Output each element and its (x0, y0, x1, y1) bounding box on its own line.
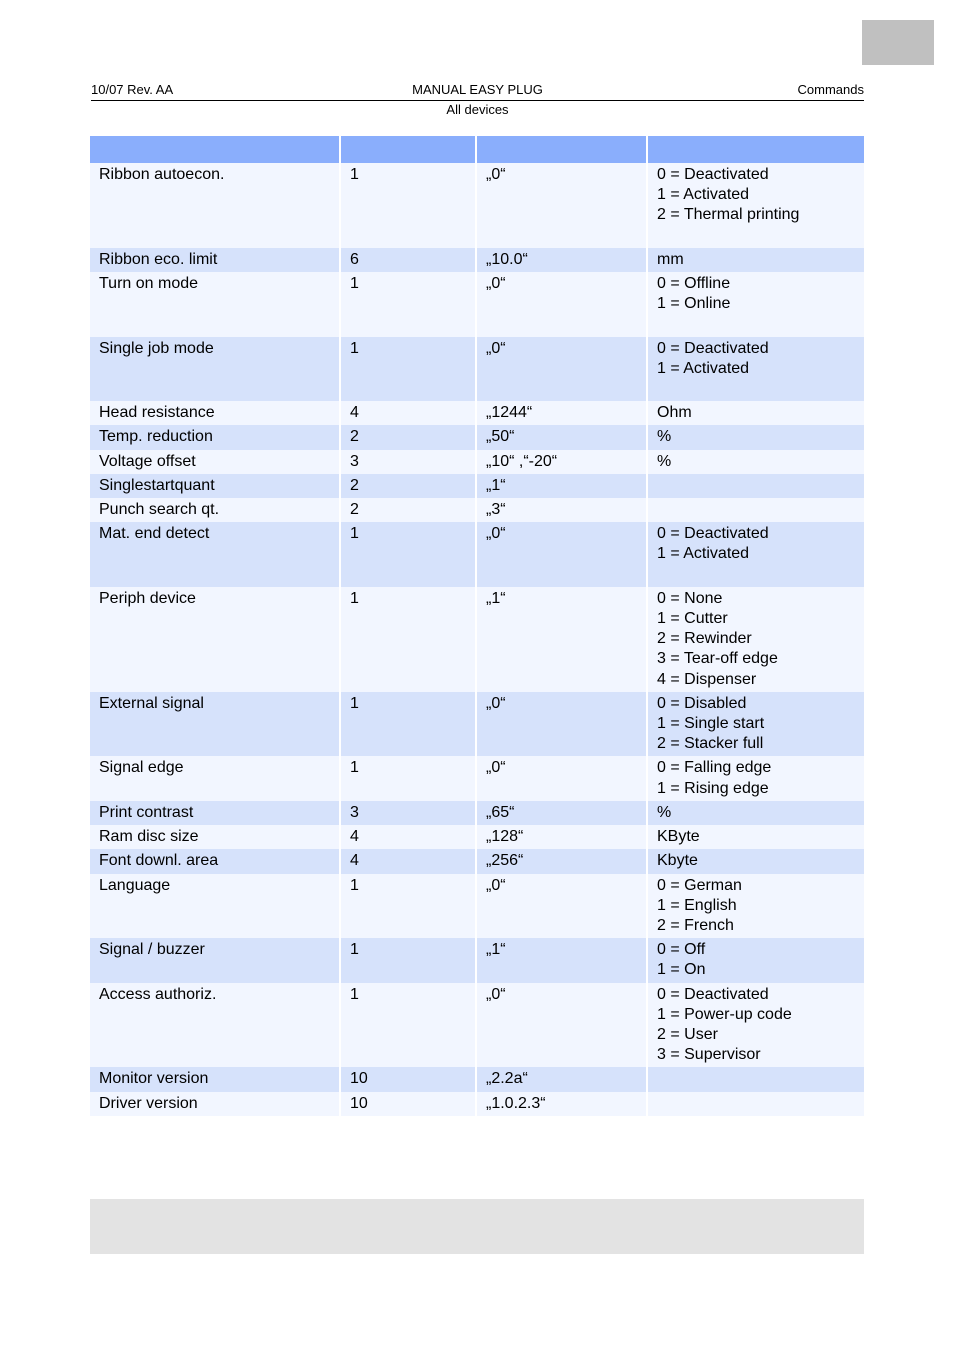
param-name-cell: Punch search qt. (90, 498, 341, 522)
param-description-cell (648, 474, 864, 498)
param-name-cell: Driver version (90, 1092, 341, 1116)
header-cell (648, 136, 864, 163)
param-default-cell: „10“ ,“-20“ (477, 450, 648, 474)
description-line: 0 = Off (657, 941, 706, 959)
header-revision: 10/07 Rev. AA (91, 82, 174, 97)
description-line: 1 = Activated (657, 359, 750, 377)
param-length-cell: 1 (341, 337, 477, 402)
param-default-cell: „1.0.2.3“ (477, 1092, 648, 1116)
description-line: 0 = Falling edge (657, 759, 772, 777)
param-name-cell: Voltage offset (90, 450, 341, 474)
param-name-cell: Print contrast (90, 801, 341, 825)
param-name-cell: Temp. reduction (90, 425, 341, 449)
param-name-cell: External signal (90, 692, 341, 757)
param-length-cell: 3 (341, 450, 477, 474)
param-default-cell: „0“ (477, 756, 648, 800)
description-line: Ohm (657, 404, 692, 422)
description-line: 0 = Deactivated (657, 166, 769, 183)
param-length-cell: 4 (341, 825, 477, 849)
param-description-cell (648, 1067, 864, 1091)
param-default-cell: „0“ (477, 692, 648, 757)
description-line: 2 = Thermal printing (657, 206, 800, 224)
header-title: MANUAL EASY PLUG (412, 82, 543, 97)
row-spacer (657, 379, 855, 399)
description-line (657, 1069, 855, 1089)
description-line (657, 476, 855, 496)
param-description-cell (648, 825, 864, 849)
param-length-cell: 2 (341, 498, 477, 522)
description-line (657, 1094, 855, 1114)
param-description-cell (648, 983, 864, 1068)
param-length-cell: 1 (341, 522, 477, 587)
param-name-cell: Ribbon eco. limit (90, 248, 341, 272)
description-line: 0 = Deactivated (657, 985, 769, 1003)
param-default-cell: „10.0“ (477, 248, 648, 272)
description-line: 0 = Offline (657, 275, 731, 293)
header-cell (477, 136, 648, 163)
description-line: 2 = User (657, 1025, 718, 1043)
param-description-cell (648, 401, 864, 425)
description-line: 1 = Power-up code (657, 1005, 792, 1023)
param-length-cell: 1 (341, 938, 477, 982)
param-name-cell: Font downl. area (90, 849, 341, 873)
param-description-cell (648, 163, 864, 248)
table-row (90, 401, 864, 425)
param-name-cell: Signal / buzzer (90, 938, 341, 982)
param-description-cell (648, 692, 864, 757)
description-line: 0 = Deactivated (657, 525, 769, 543)
table-row (90, 474, 864, 498)
param-length-cell: 1 (341, 163, 477, 248)
row-spacer (657, 226, 855, 246)
description-line: 4 = Dispenser (657, 670, 757, 688)
param-default-cell: „65“ (477, 801, 648, 825)
param-description-cell (648, 272, 864, 337)
param-default-cell: „1“ (477, 938, 648, 982)
param-description-cell (648, 425, 864, 449)
param-default-cell: „3“ (477, 498, 648, 522)
param-name-cell: Turn on mode (90, 272, 341, 337)
param-name-cell: Singlestartquant (90, 474, 341, 498)
param-name-cell: Head resistance (90, 401, 341, 425)
header-subtitle: All devices (446, 102, 509, 117)
param-default-cell: „1“ (477, 587, 648, 692)
description-line: 1 = On (657, 961, 706, 979)
param-length-cell: 1 (341, 692, 477, 757)
param-default-cell: „0“ (477, 983, 648, 1068)
table-row (90, 272, 864, 337)
param-name-cell: Monitor version (90, 1067, 341, 1091)
description-line: 1 = English (657, 896, 737, 914)
description-line: % (657, 452, 672, 470)
param-description-cell (648, 756, 864, 800)
table-row (90, 849, 864, 873)
table-row (90, 874, 864, 939)
param-name-cell: Access authoriz. (90, 983, 341, 1068)
param-name-cell: Single job mode (90, 337, 341, 402)
table-row (90, 248, 864, 272)
description-line: 2 = French (657, 916, 734, 934)
table-row (90, 1067, 864, 1091)
description-line: mm (657, 250, 684, 268)
table-row (90, 498, 864, 522)
description-line (657, 500, 855, 520)
param-length-cell: 4 (341, 401, 477, 425)
param-default-cell: „256“ (477, 849, 648, 873)
table-header-row (90, 136, 864, 163)
param-description-cell (648, 248, 864, 272)
param-length-cell: 6 (341, 248, 477, 272)
description-line: 0 = Disabled (657, 694, 747, 712)
description-line: % (657, 803, 672, 821)
table-row (90, 1092, 864, 1116)
param-length-cell: 2 (341, 474, 477, 498)
param-length-cell: 3 (341, 801, 477, 825)
param-default-cell: „0“ (477, 874, 648, 939)
description-line: 1 = Cutter (657, 610, 728, 628)
param-description-cell (648, 849, 864, 873)
param-length-cell: 4 (341, 849, 477, 873)
param-length-cell: 1 (341, 272, 477, 337)
description-line: 2 = Rewinder (657, 630, 752, 648)
table-row (90, 587, 864, 692)
param-description-cell (648, 587, 864, 692)
header-section: Commands (797, 82, 864, 97)
param-description-cell (648, 337, 864, 402)
param-default-cell: „50“ (477, 425, 648, 449)
param-default-cell: „128“ (477, 825, 648, 849)
param-default-cell: „2.2a“ (477, 1067, 648, 1091)
description-line: Kbyte (657, 852, 698, 870)
description-line: 3 = Supervisor (657, 1046, 761, 1064)
param-name-cell: Signal edge (90, 756, 341, 800)
description-line: 1 = Rising edge (657, 779, 769, 797)
param-description-cell (648, 498, 864, 522)
table-row (90, 825, 864, 849)
param-description-cell (648, 1092, 864, 1116)
param-description-cell (648, 938, 864, 982)
param-default-cell: „0“ (477, 163, 648, 248)
param-name-cell: Ram disc size (90, 825, 341, 849)
param-length-cell: 1 (341, 587, 477, 692)
row-spacer (657, 565, 855, 585)
param-length-cell: 2 (341, 425, 477, 449)
param-name-cell: Ribbon autoecon. (90, 163, 341, 248)
param-default-cell: „0“ (477, 272, 648, 337)
table-row (90, 801, 864, 825)
table-row (90, 425, 864, 449)
param-length-cell: 10 (341, 1092, 477, 1116)
header-cell (341, 136, 477, 163)
param-description-cell (648, 522, 864, 587)
param-name-cell: Language (90, 874, 341, 939)
description-line: KByte (657, 828, 700, 846)
table-row (90, 522, 864, 587)
param-length-cell: 1 (341, 983, 477, 1068)
table-row (90, 756, 864, 800)
description-line: 0 = Deactivated (657, 339, 769, 357)
table-row (90, 163, 864, 248)
description-line: 1 = Single start (657, 715, 765, 733)
param-name-cell: Mat. end detect (90, 522, 341, 587)
param-default-cell: „1“ (477, 474, 648, 498)
param-name-cell: Periph device (90, 587, 341, 692)
param-description-cell (648, 450, 864, 474)
footer-bar (90, 1199, 864, 1254)
param-description-cell (648, 874, 864, 939)
param-length-cell: 1 (341, 756, 477, 800)
page-header (91, 82, 864, 101)
table-row (90, 692, 864, 757)
param-description-cell (648, 801, 864, 825)
description-line: 1 = Activated (657, 545, 750, 563)
param-default-cell: „0“ (477, 337, 648, 402)
description-line: 1 = Online (657, 295, 731, 313)
row-spacer (657, 314, 855, 334)
description-line: 0 = None (657, 589, 723, 607)
description-line: 2 = Stacker full (657, 735, 764, 753)
table-row (90, 450, 864, 474)
table-row (90, 337, 864, 402)
table-row (90, 983, 864, 1068)
description-line: 1 = Activated (657, 186, 750, 204)
page-corner-tab (862, 20, 934, 65)
param-default-cell: „0“ (477, 522, 648, 587)
description-line: % (657, 428, 672, 446)
header-cell (90, 136, 341, 163)
description-line: 0 = German (657, 876, 742, 894)
param-length-cell: 1 (341, 874, 477, 939)
description-line: 3 = Tear-off edge (657, 650, 778, 668)
parameter-table (90, 136, 864, 1116)
param-default-cell: „1244“ (477, 401, 648, 425)
table-row (90, 938, 864, 982)
param-length-cell: 10 (341, 1067, 477, 1091)
